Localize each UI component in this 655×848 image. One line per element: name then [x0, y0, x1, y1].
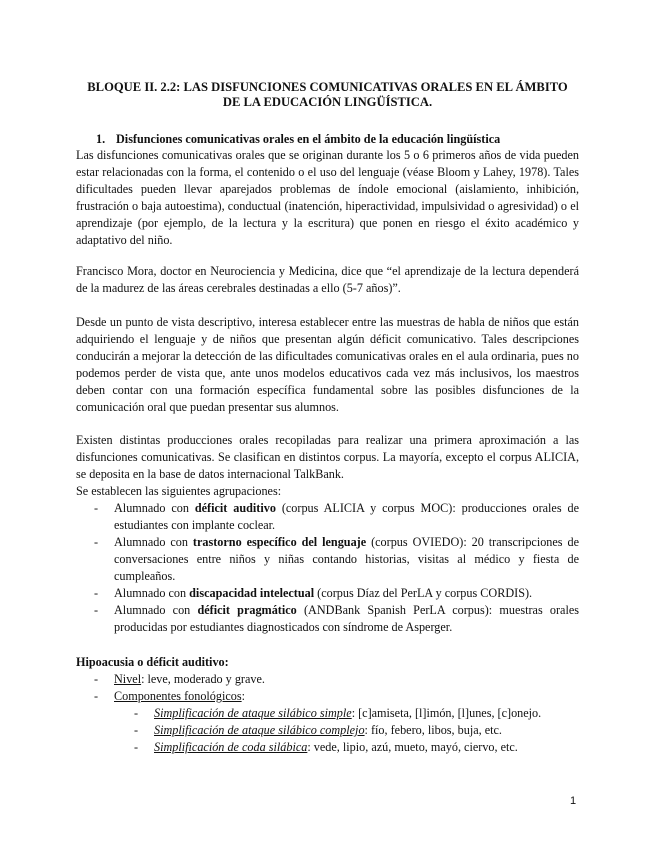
sub-list-item: - Simplificación de coda silábica: vede, lipio, azú, mueto, mayó, ciervo, etc.: [76, 739, 579, 756]
paragraph-5: Se establecen las siguientes agrupaciones:: [76, 484, 282, 498]
paragraph-4: Existen distintas producciones orales recopiladas para realizar una primera aproximación a las disfunciones comunicativas. Se clasifican en distintos corpus. La mayoría, excepto el corpus ALICIA, se deposita en la base de datos internacional TalkBank.: [76, 433, 579, 481]
title-line-1: BLOQUE II. 2.2: LAS DISFUNCIONES COMUNICATIVAS ORALES EN EL ÁMBITO: [87, 80, 568, 94]
hipoacusia-list: [76, 671, 579, 756]
paragraph-2: Francisco Mora, doctor en Neurociencia y Medicina, dice que “el aprendizaje de la lectura dependerá de la madurez de las áreas cerebrales destinadas a ello (5-7 años)”.: [76, 264, 579, 295]
page-number: 1: [570, 795, 577, 807]
section-number: 1.: [96, 132, 106, 146]
sub-list-item: - Simplificación de ataque silábico simple: [c]amiseta, [l]imón, [l]unes, [c]onejo.: [76, 705, 579, 722]
title-line-2: DE LA EDUCACIÓN LINGÜÍSTICA.: [222, 95, 433, 109]
sub-list-item: - Simplificación de ataque silábico complejo: fío, febero, libos, buja, etc.: [76, 722, 579, 739]
list-item: - Alumnado con déficit auditivo (corpus ALICIA y corpus MOC): producciones orales de estudiantes con implante coclear.: [76, 500, 579, 534]
paragraph-3: Desde un punto de vista descriptivo, interesa establecer entre las muestras de habla de niños que están adquiriendo el lenguaje y de niños que presentan algún déficit comunicativo. Tales descripciones conducirán a mejorar la detección de las dificultades comunicativas orales en el aula ordinaria, pues no podemos perder de vista que, ante unos modelos educativos cada vez más inclusivos, los maestros deben contar con una formación específica fundamental sobre las posibles disfunciones de la comunicación oral que puedan presentar sus alumnos.: [76, 315, 579, 414]
list-item: - Alumnado con déficit pragmático (ANDBank Spanish PerLA corpus): muestras orales producidas por estudiantes diagnosticados con síndrome de Asperger.: [76, 602, 579, 636]
list-item: - Alumnado con discapacidad intelectual (corpus Díaz del PerLA y corpus CORDIS).: [76, 585, 579, 602]
hipoacusia-heading: Hipoacusia o déficit auditivo:: [76, 655, 229, 669]
groups-list: [76, 500, 579, 636]
section-heading: [96, 131, 500, 148]
section-heading-text: Disfunciones comunicativas orales en el ámbito de la educación lingüística: [116, 132, 501, 146]
list-item: - Alumnado con trastorno específico del lenguaje (corpus OVIEDO): 20 transcripciones de conversaciones entre niños y niñas contando historias, visitas al médico y fiesta de cumpleaños.: [76, 534, 579, 585]
list-item-nivel: - Nivel: leve, moderado y grave.: [76, 671, 579, 688]
list-item-componentes: - Componentes fonológicos:: [76, 688, 579, 705]
paragraph-1: Las disfunciones comunicativas orales que se originan durante los 5 o 6 primeros años de vida pueden estar relacionadas con la forma, el contenido o el uso del lenguaje (véase Bloom y Lahey, 1978). Tales dificultades pueden llevar aparejados problemas de índole emocional (aislamiento, inhibición, frustración o baja autoestima), conductual (inatención, hiperactividad, impulsividad o agresividad) o el aprendizaje (por ejemplo, de la lectura y la escritura) que ponen en riesgo el éxito académico y adaptativo del niño.: [76, 148, 579, 247]
page-title: [76, 80, 579, 110]
